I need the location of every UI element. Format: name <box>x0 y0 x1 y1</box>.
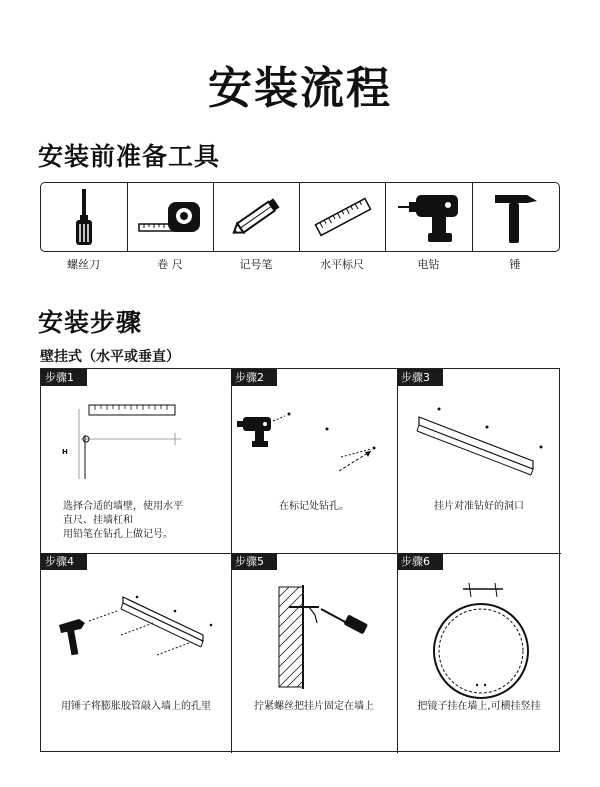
tool-label: 水平标尺 <box>320 258 364 271</box>
caption-line: 拧紧螺丝把挂片固定在墙上 <box>254 701 374 712</box>
screwdriver-icon <box>69 187 99 247</box>
step-5 <box>231 553 397 753</box>
drill-icon <box>396 189 462 245</box>
step-4 <box>41 553 231 753</box>
tool-labels <box>40 256 560 272</box>
caption-line: 用铅笔在钻孔上做记号。 <box>63 529 173 540</box>
tools-heading: 安装前准备工具 <box>38 142 221 171</box>
tool-label: 螺丝刀 <box>67 258 100 271</box>
step-tag: 步骤5 <box>231 553 277 570</box>
tool-ruler <box>300 183 386 251</box>
steps-heading: 安装步骤 <box>38 308 143 337</box>
step-caption <box>231 700 397 714</box>
screwdriver-icon <box>321 609 368 634</box>
tape-measure-icon <box>136 192 206 242</box>
hammer-icon <box>59 619 85 655</box>
steps-grid <box>40 368 560 752</box>
step-tag: 步骤6 <box>397 553 443 570</box>
step-caption <box>41 700 231 714</box>
step-2 <box>231 369 397 553</box>
step-tag: 步骤4 <box>41 553 87 570</box>
tool-label: 锤 <box>509 258 521 271</box>
drill-icon <box>237 417 271 447</box>
step-caption <box>63 500 223 542</box>
step-3 <box>397 369 561 553</box>
h-mark: H <box>62 448 68 456</box>
caption-line: 把镜子挂在墙上,可横挂竖挂 <box>417 701 541 712</box>
step-caption <box>397 500 561 514</box>
tool-tape-measure <box>128 183 214 251</box>
step-tag: 步骤3 <box>397 369 443 386</box>
tools-strip <box>40 182 560 252</box>
step6-illustration <box>397 553 561 753</box>
tool-hammer <box>473 183 559 251</box>
step-1 <box>41 369 231 553</box>
caption-line: 挂片对准钻好的洞口 <box>434 501 524 512</box>
step3-illustration <box>397 369 561 553</box>
step-tag: 步骤1 <box>41 369 87 386</box>
ruler-icon <box>313 192 373 242</box>
tool-label: 记号笔 <box>239 258 273 271</box>
method-heading: 壁挂式（水平或垂直） <box>40 349 180 365</box>
tool-screwdriver <box>41 183 128 251</box>
caption-line: 选择合适的墙壁，使用水平 <box>63 501 183 512</box>
caption-line: 在标记处钻孔。 <box>279 501 349 512</box>
caption-line: 直尺、挂墙杠和 <box>63 515 133 526</box>
page-title: 安装流程 <box>208 63 392 114</box>
tool-drill <box>386 183 473 251</box>
tool-label: 卷 尺 <box>157 258 183 271</box>
step-caption <box>397 700 561 714</box>
step-tag: 步骤2 <box>231 369 277 386</box>
hammer-icon <box>491 189 541 245</box>
step5-illustration <box>231 553 397 753</box>
caption-line: 用锤子将膨胀胶管敲入墙上的孔里 <box>61 701 211 712</box>
tool-pencil <box>214 183 300 251</box>
step4-illustration <box>41 553 231 753</box>
tool-label: 电钻 <box>417 258 440 271</box>
step2-illustration <box>231 369 397 553</box>
step-6 <box>397 553 561 753</box>
pencil-icon <box>227 192 287 242</box>
step-caption <box>231 500 397 514</box>
